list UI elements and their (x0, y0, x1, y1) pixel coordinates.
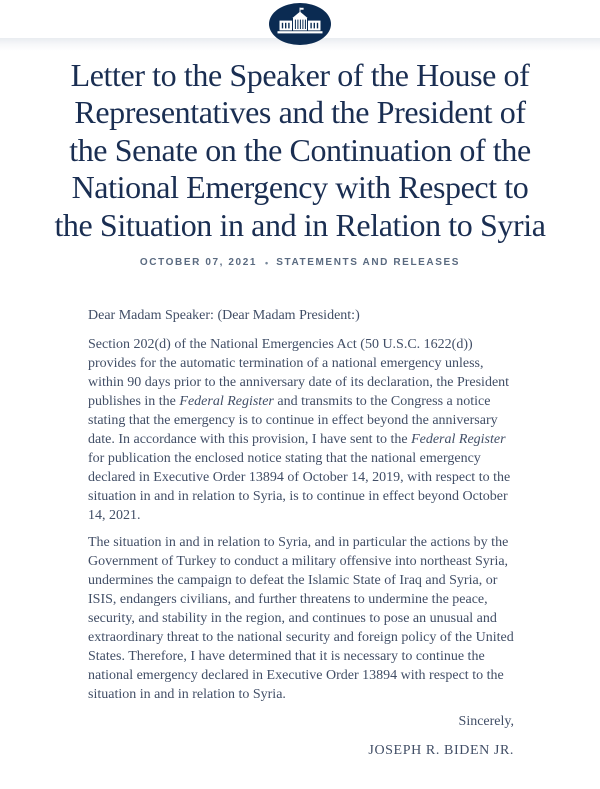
federal-register-italic: Federal Register (179, 394, 274, 409)
page-title-line: the Senate on the Continuation of the (69, 131, 531, 168)
paragraph-2: The situation in and in relation to Syria, and in particular the actions by the Government of Turkey to conduct a military offensive into northeast Syria, undermines the campaign to defeat the Islamic State of Iraq and Syria, or ISIS, endangers civilians, and further threatens to undermine the peace, security, and stability in the region, and continues to pose an unusual and extraordinary threat to the national security and foreign policy of the United States. Therefore, I have determined that it is necessary to continue the national emergency declared in Executive Order 13894 with respect to the situation in and in relation to Syria. (88, 535, 514, 702)
white-house-seal-icon (269, 3, 331, 45)
letter-body (88, 306, 514, 760)
paragraph-1-text: for publication the enclosed notice stating that the national emergency declared in Executive Order 13894 of October 14, 2019, with respect to the situation in and in relation to Syria, is to continue in effect beyond October 14, 2021. (88, 451, 511, 523)
page-title-line: National Emergency with Respect to (71, 169, 529, 206)
category-link-statements-and-releases[interactable]: STATEMENTS AND RELEASES (276, 257, 461, 269)
paragraph-1 (88, 335, 514, 525)
white-house-seal-logo[interactable] (269, 3, 331, 45)
paragraph-1-text: and transmits to the Congress a notice stating that the emergency is to continue in effect beyond the anniversary date. In accordance with this provision, I have sent to the (88, 394, 498, 447)
closing-sincerely: Sincerely, (458, 714, 514, 729)
article-date: OCTOBER 07, 2021 (139, 257, 258, 269)
salutation: Dear Madam Speaker: (Dear Madam President:) (88, 308, 360, 323)
page-title-line: Representatives and the President of (74, 94, 526, 131)
paragraph-1-text: Section 202(d) of the National Emergencies Act (50 U.S.C. 1622(d)) provides for the automatic termination of a national emergency unless, within 90 days prior to the anniversary date of its declaration, the President publishes in the (88, 337, 510, 409)
meta-separator-dot: • (265, 257, 269, 268)
signature-name: JOSEPH R. BIDEN JR. (368, 743, 514, 758)
page-title-line: Letter to the Speaker of the House of (70, 57, 530, 93)
page-title-line: the Situation in and in Relation to Syria (54, 206, 546, 243)
article-meta (0, 257, 600, 268)
page-title (28, 57, 572, 244)
federal-register-italic: Federal Register (411, 432, 506, 447)
briefing-room-article (0, 57, 600, 758)
